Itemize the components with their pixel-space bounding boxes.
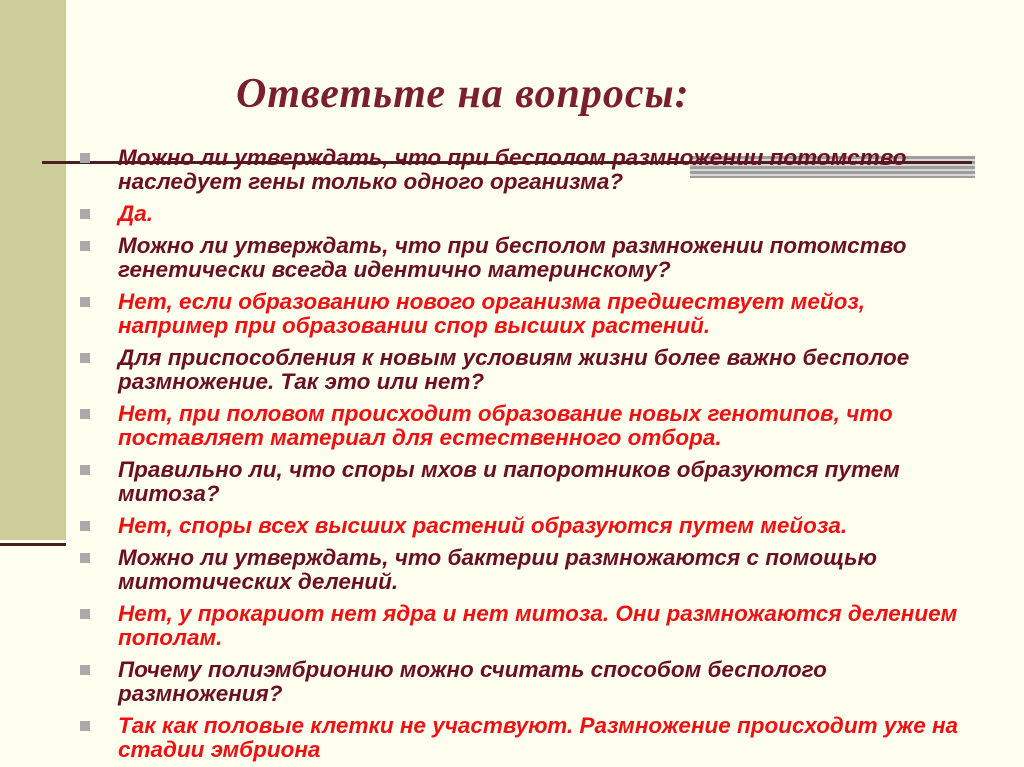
question-text: Почему полиэмбрионию можно считать способом бесполого размножения? xyxy=(118,657,827,706)
answer-item xyxy=(80,402,980,450)
square-bullet-icon xyxy=(80,465,90,475)
slide-title: Ответьте на вопросы: xyxy=(236,71,690,117)
question-item xyxy=(80,546,980,594)
answer-text: Нет, у прокариот нет ядра и нет митоза. Они размножаются делением пополам. xyxy=(118,601,958,650)
question-text: Можно ли утверждать, что при бесполом размножении потомство генетически всегда идентично материнскому? xyxy=(118,233,907,282)
square-bullet-icon xyxy=(80,721,90,731)
question-item xyxy=(80,146,980,194)
answer-text: Нет, при половом происходит образование новых генотипов, что поставляет материал для естественного отбора. xyxy=(118,401,893,450)
square-bullet-icon xyxy=(80,153,90,163)
square-bullet-icon xyxy=(80,241,90,251)
square-bullet-icon xyxy=(80,409,90,419)
square-bullet-icon xyxy=(80,665,90,675)
question-item xyxy=(80,234,980,282)
question-text: Правильно ли, что споры мхов и папоротников образуются путем митоза? xyxy=(118,457,900,506)
answer-item xyxy=(80,514,980,538)
question-text: Для приспособления к новым условиям жизни более важно бесполое размножение. Так это или нет? xyxy=(118,345,910,394)
square-bullet-icon xyxy=(80,553,90,563)
side-decoration-band xyxy=(0,0,66,540)
square-bullet-icon xyxy=(80,353,90,363)
question-item xyxy=(80,658,980,706)
side-decoration-rule xyxy=(0,543,66,546)
answer-text: Да. xyxy=(118,201,154,226)
answer-text: Нет, споры всех высших растений образуются путем мейоза. xyxy=(118,513,848,538)
square-bullet-icon xyxy=(80,609,90,619)
question-item xyxy=(80,346,980,394)
qa-list xyxy=(80,146,980,767)
answer-text: Нет, если образованию нового организма предшествует мейоз, например при образовании спор высших растений. xyxy=(118,289,866,338)
answer-item xyxy=(80,290,980,338)
question-text: Можно ли утверждать, что бактерии размножаются с помощью митотических делений. xyxy=(118,545,877,594)
question-item xyxy=(80,458,980,506)
answer-item xyxy=(80,602,980,650)
question-text: Можно ли утверждать, что при бесполом размножении потомство наследует гены только одного организма? xyxy=(118,145,907,194)
answer-text: Так как половые клетки не участвуют. Размножение происходит уже на стадии эмбриона xyxy=(118,713,959,762)
answer-item xyxy=(80,202,980,226)
square-bullet-icon xyxy=(80,521,90,531)
answer-item xyxy=(80,714,980,762)
square-bullet-icon xyxy=(80,297,90,307)
square-bullet-icon xyxy=(80,209,90,219)
